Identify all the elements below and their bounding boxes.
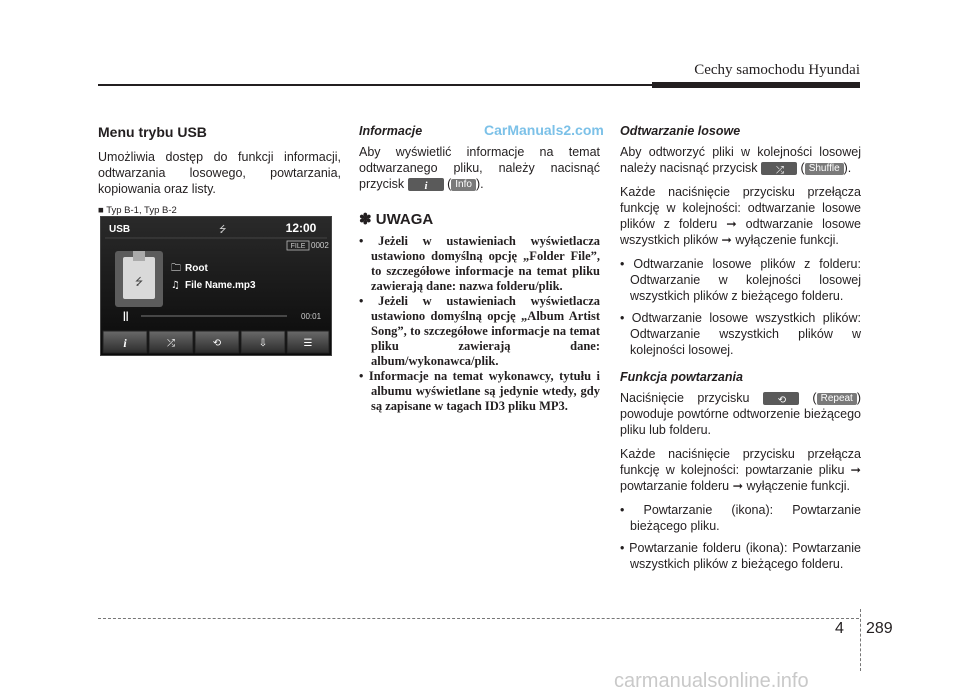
repeat-bullet: • Powtarzanie (ikona): Powtarzanie bieżącego pliku.: [620, 503, 861, 533]
shuffle-paragraph-text: Aby odtworzyć pliki w kolejności losowej należy nacisnąć przycisk: [620, 145, 861, 175]
info-button-icon: [408, 178, 444, 191]
shuffle-bullet: • Odtwarzanie losowe wszystkich plików: Odtwarzanie wszystkich plików w kolejności losowej.: [620, 311, 861, 357]
info-icon: i: [123, 336, 127, 350]
screen-mode: USB: [109, 224, 131, 235]
info-paragraph-text: Aby wyświetlić informacje na temat odtwarzanego pliku, należy nacisnąć przycisk: [359, 145, 600, 191]
header-tab-bar: [652, 82, 860, 88]
usb-menu-paragraph: Umożliwia dostęp do funkcji informacji, odtwarzania losowego, powtarzania, kopiowania oraz listy.: [98, 150, 341, 196]
running-header: Cechy samochodu Hyundai: [694, 62, 860, 78]
page-number: 289: [866, 620, 893, 637]
repeat-bullets: [620, 502, 861, 572]
svg-text:⭍: ⭍: [134, 277, 144, 288]
info-paragraph: Aby wyświetlić informacje na temat odtwarzanego pliku, należy nacisnąć przycisk i ( Info ).: [359, 145, 600, 191]
chapter-number: 4: [835, 620, 844, 637]
file-count: 0002: [311, 241, 329, 250]
file-badge: FILE: [290, 243, 306, 250]
note-item: • Jeżeli w ustawieniach wyświetlacza ustawiono domyślną opcję „Album Artist Song”, to szczegółowe informacje na temat pliku zawierają dane: album/wykonawca/plik.: [359, 294, 600, 368]
section-heading-usb-menu: Menu trybu USB: [98, 124, 207, 140]
repeat-paragraph-before: Naciśnięcie przycisku: [620, 391, 750, 405]
info-button-label: Info: [451, 179, 476, 191]
repeat-bullet: • Powtarzanie folderu (ikona): Powtarzanie wszystkich plików z bieżącego folderu.: [620, 541, 861, 571]
column-2: [359, 124, 600, 414]
elapsed-time: 00:01: [301, 312, 322, 321]
repeat-cycle-paragraph: Każde naciśnięcie przycisku przełącza funkcję w kolejności: powtarzanie pliku ➞ powtarzanie folderu ➞ wyłączenie funkcji.: [620, 447, 861, 493]
repeat-paragraph-after: powoduje powtórne odtworzenie bieżącego pliku lub folderu.: [620, 407, 861, 437]
repeat-paragraph: Naciśnięcie przycisku ⟲ ( Repeat ) powoduje powtórne odtworzenie bieżącego pliku lub folderu.: [620, 391, 862, 437]
music-note-icon: ♫: [171, 280, 180, 291]
section-heading-repeat: Funkcja powtarzania: [620, 370, 743, 384]
shuffle-button-icon: [761, 162, 797, 175]
shuffle-paragraph: Aby odtworzyć pliki w kolejności losowej należy nacisnąć przycisk ⤮ ( Shuffle ).: [620, 145, 861, 175]
type-label: ■ Typ B-1, Typ B-2: [98, 205, 177, 216]
screen-svg: [101, 217, 331, 355]
folder-name: Root: [185, 263, 208, 274]
shuffle-button-label: Shuffle: [805, 163, 844, 175]
column-1: [98, 124, 341, 216]
shuffle-bullet: • Odtwarzanie losowe plików z folderu: Odtwarzanie w kolejności losowej wszystkich plików z bieżącego folderu.: [620, 257, 861, 303]
section-heading-info: Informacje: [359, 124, 423, 138]
column-3: [620, 124, 861, 578]
file-name: File Name.mp3: [185, 280, 256, 291]
copy-icon: ⇩: [258, 338, 268, 349]
screen-clock: 12:00: [285, 221, 317, 235]
svg-text:⤮: ⤮: [776, 165, 785, 175]
usb-symbol-icon: ⭍: [219, 225, 227, 235]
svg-text:i: i: [424, 180, 428, 191]
shuffle-cycle-paragraph: Każde naciśnięcie przycisku przełącza funkcję w kolejności: odtwarzanie losowe plików z folderu ➞ odtwarzanie losowe wszystkich plików ➞ wyłączenie funkcji.: [620, 185, 861, 247]
softkey-bar: [103, 331, 329, 353]
note-item: • Jeżeli w ustawieniach wyświetlacza ustawiono domyślną opcję „Folder File”, to szczegółowe informacje na temat pliku zawierają dane: nazwa folderu/plik.: [359, 234, 600, 293]
section-heading-shuffle: Odtwarzanie losowe: [620, 124, 741, 138]
note-item: • Informacje na temat wykonawcy, tytułu i albumu wyświetlane są jedynie wtedy, gdy są zapisane w tagach ID3 pliku MP3.: [359, 369, 600, 413]
svg-text:⟲: ⟲: [777, 395, 787, 405]
shuffle-bullets: [620, 256, 861, 358]
footer-rule: [98, 618, 859, 619]
repeat-icon: ⟲: [212, 338, 222, 349]
folder-icon: 🗀: [171, 263, 181, 274]
footer-divider: [860, 609, 861, 671]
watermark-top: CarManuals2.com: [484, 122, 604, 138]
note-list: [359, 234, 600, 414]
note-title: ✽ UWAGA: [359, 211, 434, 228]
list-icon: ☰: [303, 338, 313, 349]
repeat-button-icon: [763, 392, 799, 405]
pause-icon: ||: [123, 311, 129, 322]
repeat-button-label: Repeat: [817, 393, 857, 405]
watermark-bottom: carmanualsonline.info: [614, 670, 809, 692]
shuffle-icon: ⤮: [167, 338, 175, 349]
usb-screen-illustration: [100, 216, 332, 356]
